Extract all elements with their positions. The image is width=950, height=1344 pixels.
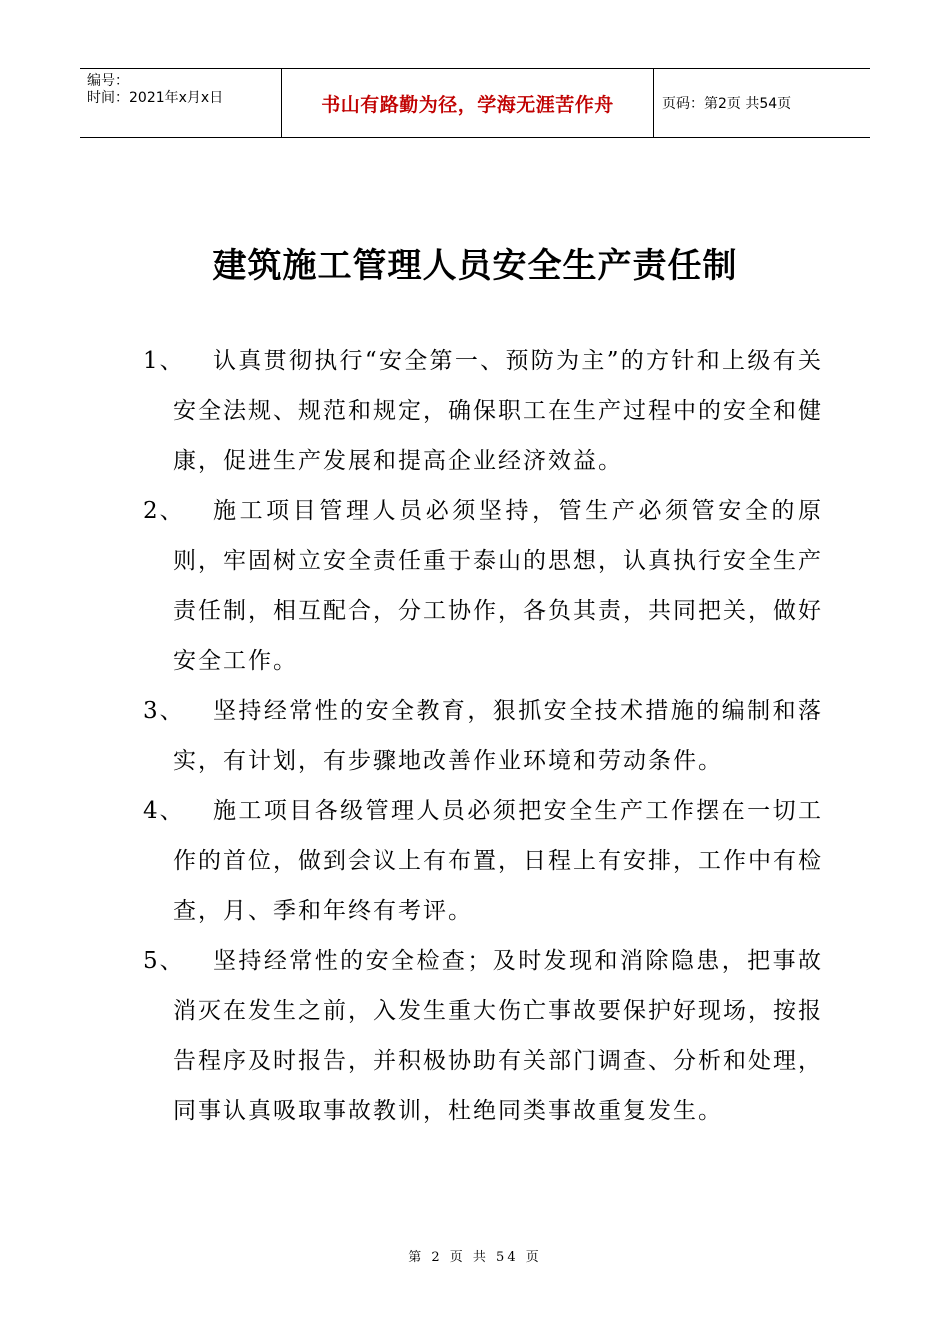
list-item	[143, 336, 823, 486]
header-page-info: 页码：第2页 共54页	[662, 96, 792, 112]
item-text: 坚持经常性的安全检查；及时发现和消除隐患，把事故消灭在发生之前，入发生重大伤亡事故要保护好现场，按报告程序及时报告，并积极协助有关部门调查、分析和处理，同事认真吸取事故教训，杜绝同类事故重复发生。	[173, 948, 823, 1124]
item-text: 认真贯彻执行“安全第一、预防为主”的方针和上级有关安全法规、规范和规定，确保职工在生产过程中的安全和健康，促进生产发展和提高企业经济效益。	[173, 348, 823, 474]
header-motto: 书山有路勤为径，学海无涯苦作舟	[282, 69, 654, 137]
item-number: 5、	[143, 948, 185, 974]
item-text: 坚持经常性的安全教育，狠抓安全技术措施的编制和落实，有计划，有步骤地改善作业环境和劳动条件。	[173, 698, 823, 774]
item-text: 施工项目各级管理人员必须把安全生产工作摆在一切工作的首位，做到会议上有布置，日程上有安排，工作中有检查，月、季和年终有考评。	[173, 798, 823, 924]
document-number: 编号：	[87, 73, 129, 89]
item-number: 3、	[143, 698, 185, 724]
document-body	[143, 336, 823, 1136]
page-footer: 第 2 页 共 54 页	[408, 1250, 542, 1265]
list-item	[143, 486, 823, 686]
list-item	[143, 686, 823, 786]
list-item	[143, 936, 823, 1136]
item-text: 施工项目管理人员必须坚持，管生产必须管安全的原则，牢固树立安全责任重于泰山的思想，认真执行安全生产责任制，相互配合，分工协作，各负其责，共同把关，做好安全工作。	[173, 498, 823, 674]
item-number: 2、	[143, 498, 185, 524]
list-item	[143, 786, 823, 936]
document-title: 建筑施工管理人员安全生产责任制	[212, 246, 738, 286]
document-date: 时间：2021年x月x日	[87, 90, 224, 106]
item-number: 1、	[143, 348, 185, 374]
header-meta	[80, 69, 282, 137]
item-number: 4、	[143, 798, 185, 824]
page-header	[80, 68, 870, 138]
